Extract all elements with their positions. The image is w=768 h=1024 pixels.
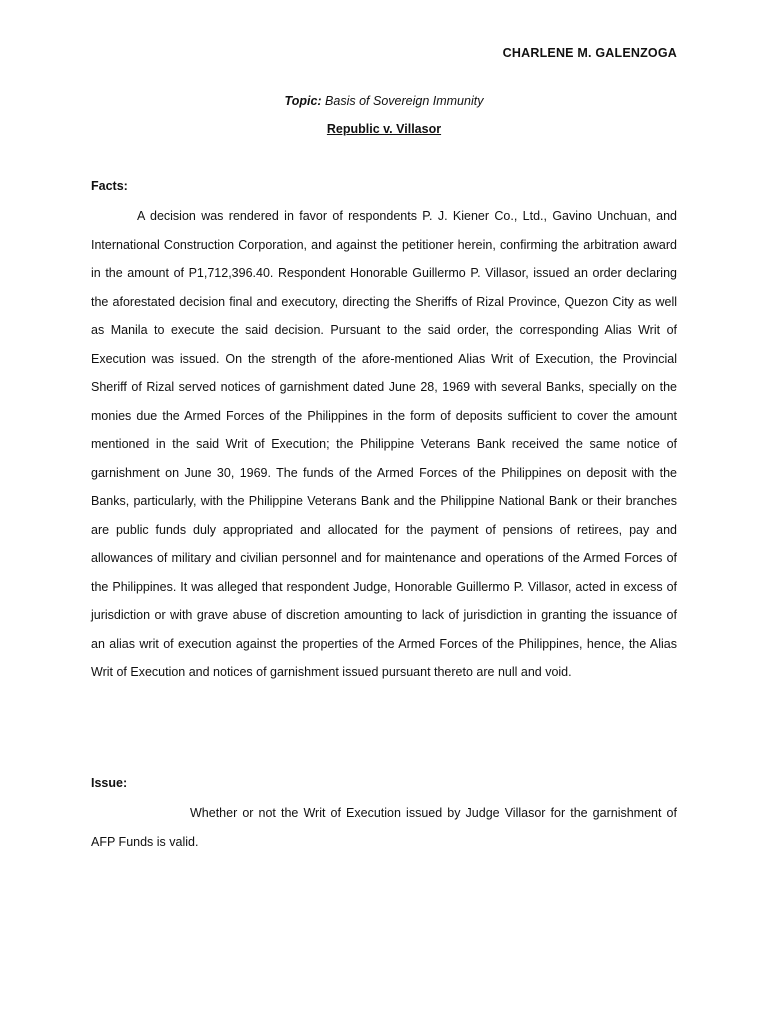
topic-line: [0, 94, 768, 108]
topic-text: Basis of Sovereign Immunity: [321, 94, 484, 108]
facts-heading: Facts:: [91, 179, 128, 193]
case-title: Republic v. Villasor: [326, 122, 442, 136]
facts-paragraph: A decision was rendered in favor of respondents P. J. Kiener Co., Ltd., Gavino Unchuan, and International Construction Corporation, and against the petitioner herein, confirming the arbitration award in the amount of P1,712,396.40. Respondent Honorable Guillermo P. Villasor, issued an order declaring the aforestated decision final and executory, directing the Sheriffs of Rizal Province, Quezon City as well as Manila to execute the said decision. Pursuant to the said order, the corresponding Alias Writ of Execution was issued. On the strength of the afore-mentioned Alias Writ of Execution, the Provincial Sheriff of Rizal served notices of garnishment dated June 28, 1969 with several Banks, specially on the monies due the Armed Forces of the Philippines in the form of deposits sufficient to cover the amount mentioned in the said Writ of Execution; the Philippine Veterans Bank received the same notice of garnishment on June 30, 1969. The funds of the Armed Forces of the Philippines on deposit with the Banks, particularly, with the Philippine Veterans Bank and the Philippine National Bank or their branches are public funds duly appropriated and allocated for the payment of pensions of retirees, pay and allowances of military and civilian personnel and for maintenance and operations of the Armed Forces of the Philippines. It was alleged that respondent Judge, Honorable Guillermo P. Villasor, acted in excess of jurisdiction or with grave abuse of discretion amounting to lack of jurisdiction in granting the issuance of an alias writ of execution against the properties of the Armed Forces of the Philippines, hence, the Alias Writ of Execution and notices of garnishment issued pursuant thereto are null and void.: [91, 209, 677, 679]
issue-paragraph: Whether or not the Writ of Execution issued by Judge Villasor for the garnishment of AFP Funds is valid.: [91, 806, 677, 849]
issue-heading: Issue:: [91, 776, 128, 790]
author-name: CHARLENE M. GALENZOGA: [502, 46, 677, 60]
topic-label: Topic:: [284, 94, 322, 108]
